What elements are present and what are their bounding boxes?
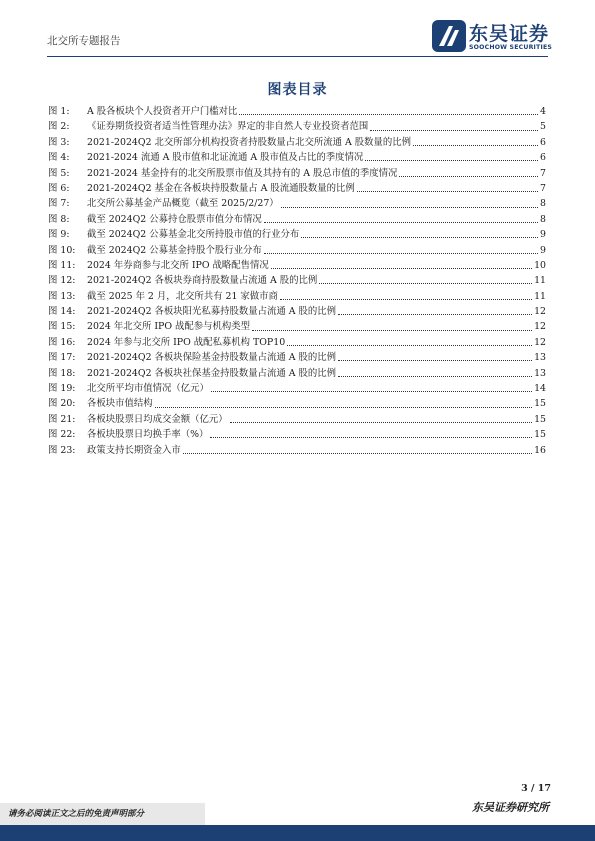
toc-entry-title: 截至 2024Q2 公募基金持股个股行业分布	[87, 244, 262, 256]
toc-entry-number: 图 16:	[48, 336, 76, 348]
toc-entry-leader	[183, 453, 532, 454]
toc-entry[interactable]	[48, 289, 546, 304]
toc-entry-leader	[287, 345, 532, 346]
logo-mark-icon	[432, 20, 466, 52]
toc-entry[interactable]	[48, 150, 546, 165]
toc-entry-leader	[280, 299, 532, 300]
toc-list	[48, 104, 546, 458]
toc-entry-title: 2021-2024Q2 各板块社保基金持股数量占流通 A 股的比例	[87, 367, 336, 379]
toc-entry[interactable]	[48, 443, 546, 458]
header-divider	[47, 56, 548, 57]
toc-entry[interactable]	[48, 196, 546, 211]
toc-entry[interactable]	[48, 119, 546, 134]
toc-entry-page: 16	[534, 444, 546, 456]
toc-entry-title: 政策支持长期资金入市	[87, 444, 181, 456]
toc-entry-leader	[264, 222, 538, 223]
toc-entry-number: 图 7:	[48, 198, 70, 210]
toc-entry-number: 图 18:	[48, 367, 76, 379]
toc-entry-number: 图 5:	[48, 167, 70, 179]
toc-entry-page: 11	[534, 275, 546, 287]
toc-entry[interactable]	[48, 181, 546, 196]
toc-entry[interactable]	[48, 258, 546, 273]
toc-entry[interactable]	[48, 166, 546, 181]
toc-entry-title: 各板块股票日均换手率（%）	[87, 429, 209, 441]
toc-entry-title: A 股各板块个人投资者开户门槛对比	[87, 106, 238, 117]
toc-entry-title: 北交所公募基金产品概览（截至 2025/2/27）	[87, 198, 279, 210]
report-type-label: 北交所专题报告	[47, 35, 121, 47]
toc-entry-title: 2021-2024Q2 北交所部分机构投资者持股数量占北交所流通 A 股数量的比例	[87, 136, 411, 148]
toc-entry-page: 15	[534, 398, 546, 410]
toc-entry-number: 图 4:	[48, 152, 70, 164]
toc-entry-number: 图 22:	[48, 429, 76, 441]
toc-entry-page: 4	[540, 106, 546, 117]
toc-entry-page: 15	[534, 413, 546, 425]
toc-entry-page: 9	[540, 244, 546, 256]
toc-entry[interactable]	[48, 381, 546, 396]
toc-entry[interactable]	[48, 396, 546, 411]
toc-entry-page: 11	[534, 290, 546, 302]
toc-entry[interactable]	[48, 304, 546, 319]
logo-chinese-name: 东吴证券	[469, 23, 550, 45]
toc-entry-leader	[281, 207, 538, 208]
toc-entry-page: 15	[534, 429, 546, 441]
toc-entry[interactable]	[48, 366, 546, 381]
toc-entry-page: 12	[534, 321, 546, 333]
footer-organization: 东吴证券研究所	[472, 801, 549, 814]
toc-entry-number: 图 11:	[48, 259, 76, 271]
toc-entry-title: 各板块股票日均成交金额（亿元）	[87, 413, 228, 425]
toc-entry-leader	[301, 237, 538, 238]
toc-entry-page: 13	[534, 352, 546, 364]
toc-entry[interactable]	[48, 319, 546, 334]
toc-entry-number: 图 15:	[48, 321, 76, 333]
toc-entry[interactable]	[48, 273, 546, 288]
toc-entry-leader	[365, 160, 538, 161]
toc-entry[interactable]	[48, 243, 546, 258]
toc-entry[interactable]	[48, 135, 546, 150]
toc-entry[interactable]	[48, 350, 546, 365]
toc-entry-title: 《证券期货投资者适当性管理办法》界定的非自然人专业投资者范围	[87, 121, 369, 133]
toc-entry[interactable]	[48, 227, 546, 242]
toc-entry-page: 13	[534, 367, 546, 379]
toc-entry-number: 图 10:	[48, 244, 76, 256]
toc-entry-number: 图 8:	[48, 213, 70, 225]
toc-entry-number: 图 17:	[48, 352, 76, 364]
toc-entry-leader	[155, 407, 532, 408]
toc-entry-title: 2021-2024 基金持有的北交所股票市值及其持有的 A 股总市值的季度情况	[87, 167, 398, 179]
toc-entry-leader	[230, 422, 532, 423]
toc-entry-leader	[271, 268, 532, 269]
footer-bar	[0, 825, 595, 841]
toc-entry-page: 14	[534, 383, 546, 395]
toc-entry-leader	[413, 145, 538, 146]
toc-entry-page: 7	[540, 167, 546, 179]
page-number: 3 / 17	[521, 783, 551, 794]
footer-disclaimer: 请务必阅读正文之后的免责声明部分	[0, 803, 205, 825]
toc-entry-title: 截至 2025 年 2 月，北交所共有 21 家做市商	[87, 290, 278, 302]
toc-entry-page: 7	[540, 182, 546, 194]
toc-entry-title: 2024 年券商参与北交所 IPO 战略配售情况	[87, 259, 269, 271]
toc-entry-page: 8	[540, 213, 546, 225]
toc-entry-leader	[338, 376, 532, 377]
toc-entry-leader	[319, 283, 532, 284]
toc-entry-page: 12	[534, 306, 546, 318]
toc-entry[interactable]	[48, 212, 546, 227]
toc-entry-leader	[357, 191, 538, 192]
toc-entry-number: 图 13:	[48, 290, 76, 302]
toc-entry-number: 图 6:	[48, 182, 70, 194]
toc-entry-title: 各板块市值结构	[87, 398, 153, 410]
toc-entry-number: 图 21:	[48, 413, 76, 425]
toc-entry-leader	[252, 330, 532, 331]
toc-entry-page: 5	[540, 121, 546, 133]
toc-entry-leader	[338, 360, 532, 361]
toc-entry-leader	[264, 253, 538, 254]
toc-entry-leader	[399, 176, 538, 177]
toc-entry[interactable]	[48, 335, 546, 350]
toc-entry[interactable]	[48, 104, 546, 119]
toc-entry-leader	[210, 437, 532, 438]
toc-entry-page: 9	[540, 229, 546, 241]
toc-entry-page: 12	[534, 336, 546, 348]
toc-entry-number: 图 2:	[48, 121, 70, 133]
toc-entry-title: 2021-2024Q2 各板块保险基金持股数量占流通 A 股的比例	[87, 352, 336, 364]
toc-entry-number: 图 14:	[48, 306, 76, 318]
toc-entry-title: 截至 2024Q2 公募基金北交所持股市值的行业分布	[87, 229, 300, 241]
toc-entry-title: 2024 年北交所 IPO 战配参与机构类型	[87, 321, 250, 333]
toc-entry-page: 10	[534, 259, 546, 271]
toc-entry-number: 图 19:	[48, 383, 76, 395]
company-logo	[432, 18, 557, 54]
toc-entry[interactable]	[48, 427, 546, 442]
logo-english-name: SOOCHOW SECURITIES	[469, 44, 553, 51]
toc-entry-leader	[370, 130, 538, 131]
toc-entry-title: 2021-2024Q2 各板块阳光私募持股数量占流通 A 股的比例	[87, 306, 336, 318]
toc-entry[interactable]	[48, 412, 546, 427]
toc-entry-title: 2021-2024Q2 各板块券商持股数量占流通 A 股的比例	[87, 275, 318, 287]
toc-entry-number: 图 1:	[48, 106, 70, 117]
toc-entry-number: 图 9:	[48, 229, 70, 241]
toc-entry-page: 6	[540, 152, 546, 164]
toc-entry-number: 图 20:	[48, 398, 76, 410]
toc-entry-number: 图 23:	[48, 444, 76, 456]
toc-entry-leader	[338, 314, 532, 315]
toc-entry-title: 截至 2024Q2 公募持仓股票市值分布情况	[87, 213, 262, 225]
toc-entry-number: 图 3:	[48, 136, 70, 148]
toc-entry-title: 2021-2024 流通 A 股市值和北证流通 A 股市值及占比的季度情况	[87, 152, 364, 164]
toc-entry-title: 北交所平均市值情况（亿元）	[87, 383, 209, 395]
toc-entry-number: 图 12:	[48, 275, 76, 287]
toc-entry-title: 2021-2024Q2 基金在各板块持股数量占 A 股流通股数量的比例	[87, 182, 355, 194]
toc-entry-page: 6	[540, 136, 546, 148]
toc-entry-leader	[239, 114, 538, 115]
toc-title: 图表目录	[267, 82, 328, 98]
toc-entry-leader	[211, 391, 532, 392]
toc-entry-page: 8	[540, 198, 546, 210]
toc-entry-title: 2024 年参与北交所 IPO 战配私募机构 TOP10	[87, 336, 286, 348]
